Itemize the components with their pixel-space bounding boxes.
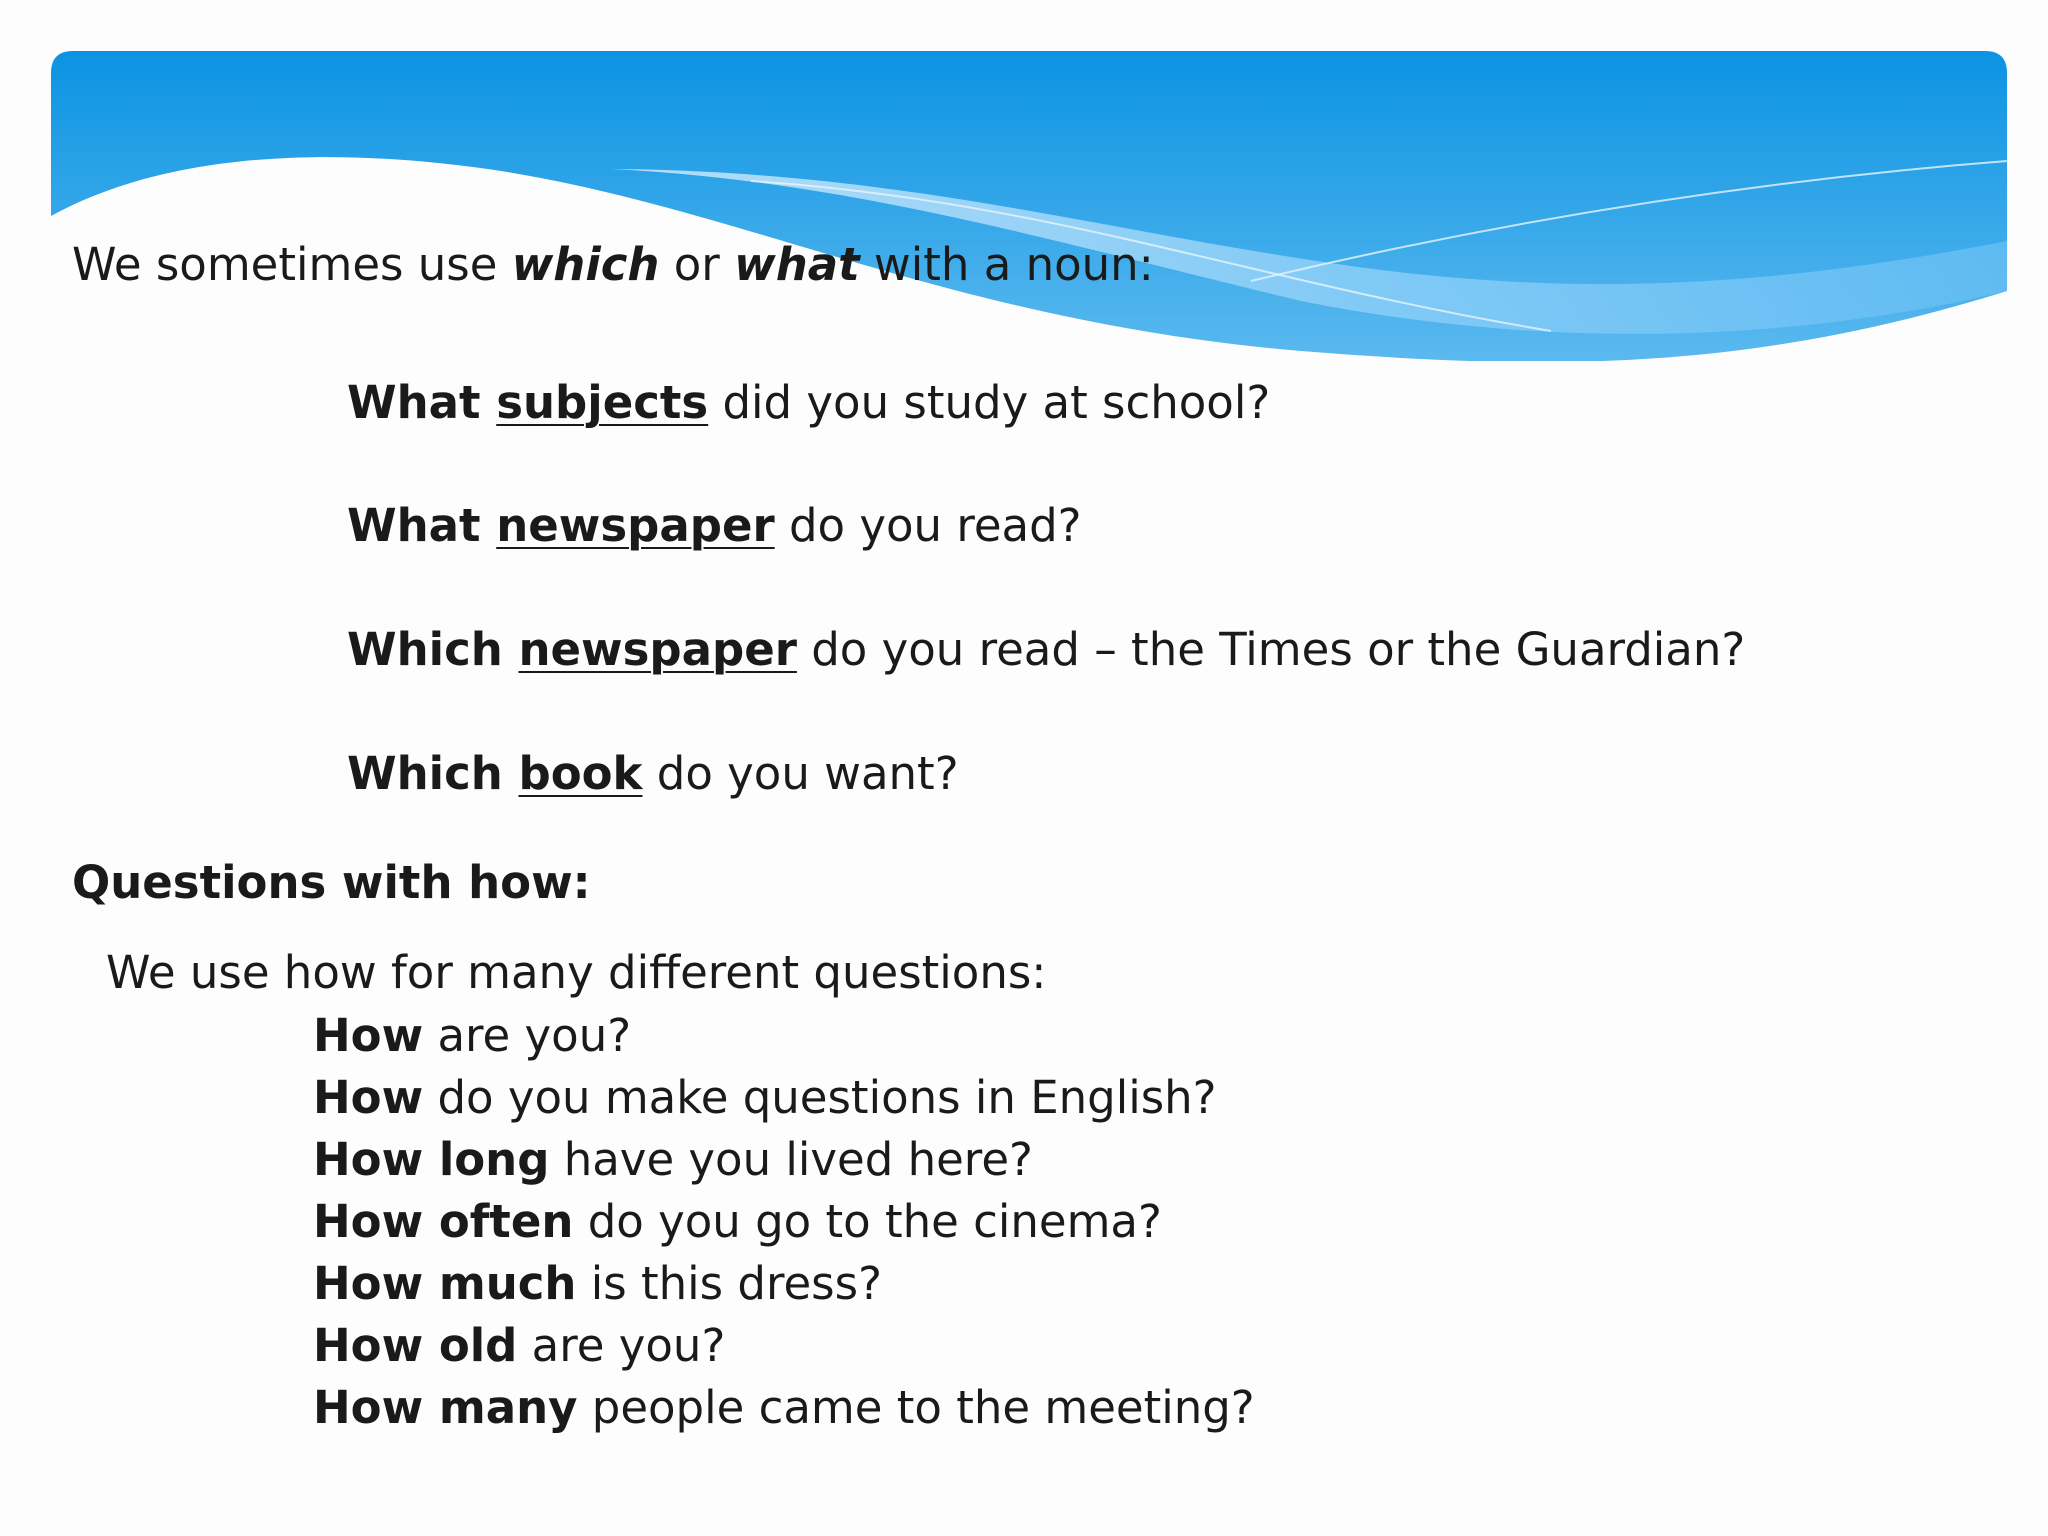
how-rest: have you lived here?: [549, 1133, 1033, 1186]
intro-what: what: [734, 238, 860, 291]
how-phrase: How many: [313, 1381, 578, 1434]
intro-middle: or: [659, 238, 735, 291]
how-rest: people came to the meeting?: [577, 1381, 1255, 1434]
how-example-6: [313, 1319, 726, 1372]
how-lead-text: We use how for many different questions:: [106, 946, 1047, 999]
example-rest: did you study at school?: [708, 376, 1271, 429]
how-phrase: How old: [313, 1319, 518, 1372]
how-example-1: [313, 1009, 632, 1062]
example-rest: do you want?: [642, 747, 959, 800]
how-rest: are you?: [423, 1009, 632, 1062]
how-example-5: [313, 1257, 882, 1310]
section-heading-how: Questions with how:: [72, 856, 591, 909]
how-phrase: How long: [313, 1133, 550, 1186]
how-rest: do you make questions in English?: [423, 1071, 1217, 1124]
question-word: What: [347, 376, 481, 429]
how-rest: is this dress?: [576, 1257, 882, 1310]
intro-sentence: [72, 238, 1154, 291]
noun-example-4: [347, 747, 959, 800]
how-example-2: [313, 1071, 1217, 1124]
noun: book: [518, 747, 643, 800]
how-rest: do you go to the cinema?: [573, 1195, 1162, 1248]
how-example-4: [313, 1195, 1162, 1248]
question-word: Which: [347, 623, 503, 676]
noun: subjects: [496, 376, 709, 429]
how-rest: are you?: [517, 1319, 726, 1372]
how-phrase: How: [313, 1009, 424, 1062]
question-word: Which: [347, 747, 503, 800]
how-example-3: [313, 1133, 1033, 1186]
example-rest: do you read?: [774, 499, 1082, 552]
intro-which: which: [511, 238, 660, 291]
how-phrase: How: [313, 1071, 424, 1124]
question-word: What: [347, 499, 481, 552]
header-wave-banner: [51, 51, 2007, 361]
noun-example-2: [347, 499, 1082, 552]
how-phrase: How often: [313, 1195, 574, 1248]
noun: newspaper: [518, 623, 797, 676]
how-phrase: How much: [313, 1257, 577, 1310]
noun-example-3: [347, 623, 1746, 676]
intro-prefix: We sometimes use: [72, 238, 512, 291]
noun: newspaper: [496, 499, 775, 552]
noun-example-1: [347, 376, 1271, 429]
intro-suffix: with a noun:: [859, 238, 1154, 291]
how-example-7: [313, 1381, 1255, 1434]
example-rest: do you read – the Times or the Guardian?: [796, 623, 1746, 676]
